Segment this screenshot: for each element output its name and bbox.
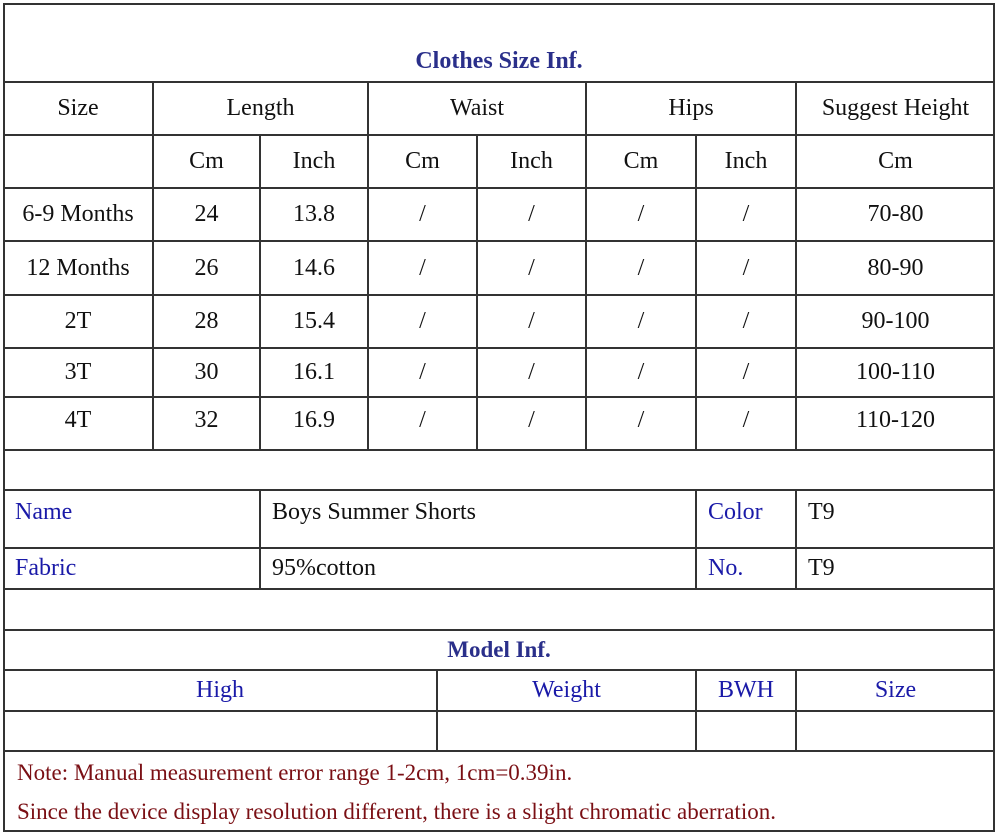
table-cell: 80-90 (867, 254, 924, 281)
fabric-label: Fabric (15, 555, 77, 581)
table-cell: / (742, 254, 750, 281)
table-cell: / (637, 254, 645, 281)
table-cell: 28 (194, 308, 219, 334)
table-cell: / (528, 359, 535, 385)
table-cell: 90-100 (861, 308, 930, 334)
table-cell: 16.9 (293, 406, 335, 433)
size-table-title: Clothes Size Inf. (415, 47, 583, 74)
table-cell: / (742, 201, 750, 227)
table-cell: / (528, 201, 535, 227)
model-info-title: Model Inf. (447, 637, 551, 662)
table-cell: 110-120 (855, 406, 936, 433)
table-cell: / (637, 308, 645, 334)
table-cell: 30 (194, 359, 219, 385)
table-cell: / (742, 308, 750, 334)
note-color-aberration: Since the device display resolution different, there is a slight chromatic aberration. (17, 799, 776, 824)
table-cell-size: 6-9 Months (22, 201, 134, 227)
table-cell: / (419, 201, 426, 227)
table-cell: / (528, 308, 535, 334)
table-cell: / (637, 406, 645, 433)
table-cell: / (742, 359, 750, 385)
table-cell: 16.1 (293, 359, 335, 385)
table-cell: / (419, 406, 426, 433)
table-cell: 15.4 (293, 308, 335, 334)
model-value-high (3, 711, 437, 751)
model-header-weight: Weight (532, 677, 601, 703)
subheader-waist-cm: Cm (405, 148, 440, 174)
table-cell: 13.8 (293, 201, 335, 227)
table-cell: / (637, 201, 645, 227)
divider (3, 449, 995, 451)
table-cell-size: 3T (64, 359, 92, 385)
table-cell: 26 (194, 254, 219, 281)
subheader-length-cm: Cm (189, 148, 224, 174)
table-cell: / (528, 406, 535, 433)
table-cell-size: 12 Months (26, 254, 130, 281)
table-cell: / (419, 308, 426, 334)
model-value-weight (437, 711, 696, 751)
model-value-size (796, 711, 995, 751)
model-header-size: Size (874, 677, 917, 703)
model-value-bwh (696, 711, 796, 751)
header-size: Size (57, 95, 99, 121)
subheader-hips-inch: Inch (724, 148, 768, 174)
header-hips: Hips (668, 95, 714, 121)
table-cell: / (419, 359, 426, 385)
table-cell: 70-80 (867, 201, 924, 227)
note-measurement: Note: Manual measurement error range 1-2cm, 1cm=0.39in. (17, 760, 573, 785)
header-suggest-height: Suggest Height (821, 95, 970, 121)
table-cell: / (742, 406, 750, 433)
table-cell: 24 (194, 201, 219, 227)
subheader-height-cm: Cm (878, 148, 913, 174)
no-value: T9 (808, 555, 835, 581)
table-cell: / (637, 359, 645, 385)
table-cell: 100-110 (855, 359, 936, 385)
table-cell: / (528, 254, 535, 281)
table-cell: / (419, 254, 426, 281)
header-waist: Waist (449, 95, 505, 121)
table-cell-size: 4T (64, 406, 92, 433)
fabric-value: 95%cotton (272, 555, 376, 581)
header-length: Length (226, 95, 295, 121)
subheader-length-inch: Inch (292, 148, 336, 174)
color-label: Color (708, 499, 763, 525)
subheader-hips-cm: Cm (623, 148, 659, 174)
color-value: T9 (808, 499, 835, 525)
name-label: Name (15, 499, 73, 525)
model-header-high: High (196, 677, 244, 703)
model-header-bwh: BWH (718, 677, 774, 703)
subheader-waist-inch: Inch (510, 148, 553, 174)
table-cell: 32 (194, 406, 219, 433)
no-label: No. (708, 555, 744, 581)
name-value: Boys Summer Shorts (272, 499, 477, 525)
table-cell: 14.6 (293, 254, 335, 281)
table-cell-size: 2T (64, 308, 92, 334)
